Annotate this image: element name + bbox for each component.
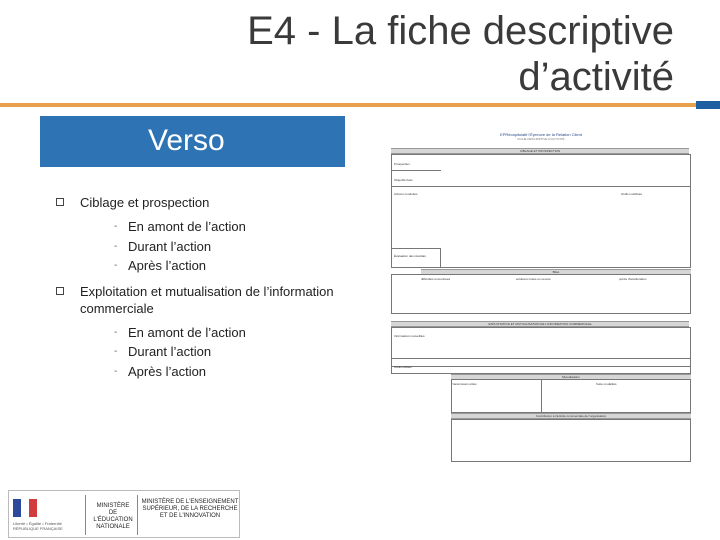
form-section-bar: Bilan: [421, 269, 691, 275]
sub-item: - En amont de l’action: [56, 323, 356, 343]
logo-divider: [137, 495, 138, 535]
bullet-item: [56, 283, 356, 317]
form-subheader: FICHE DESCRIPTIVE D'ACTIVITÉ: [517, 137, 565, 141]
form-section-bar: Contribution à l'activité commerciale de l'organisation: [451, 413, 691, 419]
sub-item: - Après l’action: [56, 362, 356, 382]
sub-item: - En amont de l’action: [56, 217, 356, 237]
dash-icon: -: [114, 346, 118, 357]
form-section-bar: Mutualisation: [451, 374, 691, 380]
ministry-name-1: MINISTÈRE DE L'ÉDUCATION NATIONALE: [93, 503, 133, 530]
dash-icon: -: [114, 240, 118, 252]
form-header: EPRécapitulatif l'Épreuve de la Relation Client: [500, 132, 582, 137]
form-label: Outils mobilisés: [621, 192, 643, 196]
dash-icon: -: [114, 326, 118, 338]
sub-item: - Durant l’action: [56, 342, 356, 362]
form-label: Prospection: [394, 162, 410, 166]
bullet-item: [56, 194, 356, 211]
form-section-bar: CIBLAGE ET PROSPECTION: [391, 148, 689, 154]
square-bullet-icon: [56, 198, 64, 206]
square-bullet-icon: [56, 287, 64, 295]
section-label: Verso: [148, 124, 225, 157]
form-section-bar: EXPLOITATION ET MUTUALISATION DE L'INFORMATION COMMERCIALE: [391, 321, 689, 327]
bullet-label: Exploitation et mutualisation de l’information commerciale: [80, 283, 334, 316]
section-banner: [40, 116, 345, 167]
marianne-flag-icon: [13, 499, 37, 517]
dash-icon: -: [114, 221, 118, 232]
form-label: Objectifs fixés: [394, 178, 413, 182]
title-underline: [0, 103, 700, 107]
title-line-1: E4 - La fiche descriptive: [247, 9, 674, 53]
sub-item: - Durant l’action: [56, 237, 356, 257]
bullet-label: Ciblage et prospection: [80, 195, 210, 210]
logo-divider: [85, 495, 86, 535]
slide-title: [247, 8, 674, 100]
form-thumbnail: EPRécapitulatif l'Épreuve de la Relation Client FICHE DESCRIPTIVE D'ACTIVITÉ CIBLAGE ET PROSPECTION Prospection Objectifs fixés Actions conduites Outils mobilisés Évaluation des résultats Bilan difficultés rencontrées solutions mises en oeuvre points d'amélioration EXPLOITATION ET MUTUALISATION DE L'INFORMATION COMMERCIALE Informations recueillies Outils utilisés Mutualisation Transmission utiles Suite modalités Contribution à l'activité commerciale de l'organisation: [391, 128, 691, 462]
title-line-2: d’activité: [518, 55, 674, 99]
title-underline-accent: [696, 101, 720, 109]
bullet-list: [56, 194, 356, 381]
dash-icon: -: [114, 260, 118, 271]
sub-item: - Après l’action: [56, 256, 356, 276]
ministry-name-2: MINISTÈRE DE L'ENSEIGNEMENT SUPÉRIEUR, DE LA RECHERCHE ET DE L'INNOVATION: [141, 499, 239, 519]
dash-icon: -: [114, 365, 118, 377]
ministry-logo: [8, 490, 240, 538]
form-label: Actions conduites: [394, 192, 418, 196]
form-label: Évaluation des résultats: [394, 254, 426, 258]
republic-motto: Liberté • Égalité • Fraternité RÉPUBLIQUE FRANÇAISE: [13, 521, 63, 531]
